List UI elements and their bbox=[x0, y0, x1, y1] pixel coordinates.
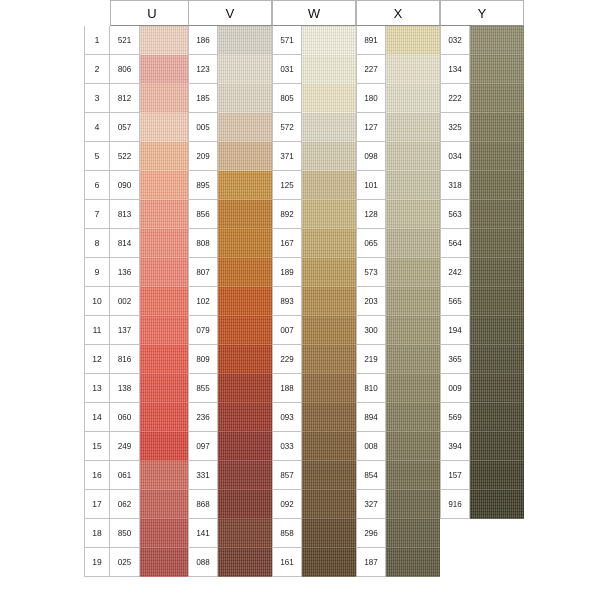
color-code: 227 bbox=[356, 55, 386, 84]
row-number: 12 bbox=[84, 345, 110, 374]
color-code: 137 bbox=[110, 316, 140, 345]
color-swatch[interactable] bbox=[386, 287, 440, 316]
color-code: 807 bbox=[188, 258, 218, 287]
row-number: 11 bbox=[84, 316, 110, 345]
color-swatch[interactable] bbox=[386, 316, 440, 345]
color-swatch[interactable] bbox=[386, 548, 440, 577]
color-code: 813 bbox=[110, 200, 140, 229]
color-code: 031 bbox=[272, 55, 302, 84]
color-swatch[interactable] bbox=[140, 316, 194, 345]
color-swatch[interactable] bbox=[302, 84, 356, 113]
color-code: 093 bbox=[272, 403, 302, 432]
color-swatch[interactable] bbox=[218, 403, 272, 432]
color-code: 101 bbox=[356, 171, 386, 200]
row-number: 7 bbox=[84, 200, 110, 229]
color-code: 564 bbox=[440, 229, 470, 258]
color-code: 806 bbox=[110, 55, 140, 84]
table-row[interactable] bbox=[440, 374, 550, 403]
color-code: 098 bbox=[356, 142, 386, 171]
color-code: 572 bbox=[272, 113, 302, 142]
color-code: 812 bbox=[110, 84, 140, 113]
color-swatch[interactable] bbox=[140, 200, 194, 229]
color-code: 062 bbox=[110, 490, 140, 519]
row-number: 10 bbox=[84, 287, 110, 316]
color-swatch[interactable] bbox=[140, 258, 194, 287]
color-code: 891 bbox=[356, 26, 386, 55]
color-code: 034 bbox=[440, 142, 470, 171]
color-swatch[interactable] bbox=[470, 287, 524, 316]
color-swatch[interactable] bbox=[470, 26, 524, 55]
color-swatch[interactable] bbox=[302, 171, 356, 200]
color-swatch[interactable] bbox=[140, 432, 194, 461]
table-row[interactable] bbox=[84, 84, 194, 113]
row-number: 18 bbox=[84, 519, 110, 548]
color-code: 892 bbox=[272, 200, 302, 229]
color-code: 810 bbox=[356, 374, 386, 403]
color-swatch[interactable] bbox=[302, 374, 356, 403]
color-swatch[interactable] bbox=[386, 432, 440, 461]
color-swatch[interactable] bbox=[302, 142, 356, 171]
color-code: 563 bbox=[440, 200, 470, 229]
color-code: 032 bbox=[440, 26, 470, 55]
row-number: 16 bbox=[84, 461, 110, 490]
row-number: 9 bbox=[84, 258, 110, 287]
color-swatch[interactable] bbox=[386, 229, 440, 258]
color-code: 219 bbox=[356, 345, 386, 374]
color-code: 571 bbox=[272, 26, 302, 55]
color-code: 209 bbox=[188, 142, 218, 171]
table-row[interactable] bbox=[440, 113, 550, 142]
color-code: 002 bbox=[110, 287, 140, 316]
color-swatch[interactable] bbox=[218, 26, 272, 55]
color-swatch[interactable] bbox=[302, 55, 356, 84]
table-row[interactable] bbox=[440, 55, 550, 84]
row-number: 2 bbox=[84, 55, 110, 84]
row-number: 19 bbox=[84, 548, 110, 577]
color-code: 186 bbox=[188, 26, 218, 55]
color-swatch[interactable] bbox=[470, 374, 524, 403]
color-swatch[interactable] bbox=[386, 26, 440, 55]
color-swatch[interactable] bbox=[218, 113, 272, 142]
color-swatch[interactable] bbox=[218, 229, 272, 258]
color-swatch[interactable] bbox=[386, 258, 440, 287]
color-swatch[interactable] bbox=[218, 84, 272, 113]
color-swatch[interactable] bbox=[386, 490, 440, 519]
color-swatch[interactable] bbox=[470, 490, 524, 519]
color-swatch[interactable] bbox=[470, 258, 524, 287]
row-number: 15 bbox=[84, 432, 110, 461]
color-code: 808 bbox=[188, 229, 218, 258]
column-Y bbox=[440, 0, 550, 519]
color-swatch[interactable] bbox=[302, 403, 356, 432]
table-row[interactable] bbox=[440, 403, 550, 432]
color-swatch[interactable] bbox=[470, 461, 524, 490]
color-swatch[interactable] bbox=[386, 519, 440, 548]
color-swatch[interactable] bbox=[218, 316, 272, 345]
color-swatch[interactable] bbox=[386, 84, 440, 113]
table-row[interactable] bbox=[84, 113, 194, 142]
color-code: 194 bbox=[440, 316, 470, 345]
color-code: 057 bbox=[110, 113, 140, 142]
color-code: 007 bbox=[272, 316, 302, 345]
color-code: 090 bbox=[110, 171, 140, 200]
color-swatch[interactable] bbox=[218, 374, 272, 403]
color-code: 894 bbox=[356, 403, 386, 432]
color-swatch[interactable] bbox=[302, 316, 356, 345]
color-swatch[interactable] bbox=[218, 490, 272, 519]
color-swatch[interactable] bbox=[386, 374, 440, 403]
color-code: 814 bbox=[110, 229, 140, 258]
color-code: 365 bbox=[440, 345, 470, 374]
column-header-Y: Y bbox=[440, 0, 524, 26]
color-code: 161 bbox=[272, 548, 302, 577]
table-row[interactable] bbox=[84, 229, 194, 258]
color-code: 816 bbox=[110, 345, 140, 374]
table-row[interactable] bbox=[440, 461, 550, 490]
color-swatch[interactable] bbox=[386, 142, 440, 171]
table-row[interactable] bbox=[84, 258, 194, 287]
color-code: 236 bbox=[188, 403, 218, 432]
color-swatch[interactable] bbox=[386, 345, 440, 374]
color-swatch[interactable] bbox=[470, 345, 524, 374]
row-number: 5 bbox=[84, 142, 110, 171]
left-margin bbox=[0, 0, 84, 600]
table-row[interactable] bbox=[84, 287, 194, 316]
color-code: 893 bbox=[272, 287, 302, 316]
color-code: 125 bbox=[272, 171, 302, 200]
color-swatch[interactable] bbox=[302, 519, 356, 548]
color-swatch[interactable] bbox=[218, 548, 272, 577]
column-header-X: X bbox=[356, 0, 440, 26]
color-swatch[interactable] bbox=[386, 461, 440, 490]
color-code: 180 bbox=[356, 84, 386, 113]
color-code: 858 bbox=[272, 519, 302, 548]
column-header-U: U bbox=[110, 0, 194, 26]
table-row[interactable] bbox=[84, 345, 194, 374]
color-swatch[interactable] bbox=[140, 519, 194, 548]
table-row[interactable] bbox=[84, 374, 194, 403]
column-rows-Y bbox=[440, 26, 550, 519]
color-code: 331 bbox=[188, 461, 218, 490]
color-code: 185 bbox=[188, 84, 218, 113]
color-swatch[interactable] bbox=[140, 490, 194, 519]
color-code: 127 bbox=[356, 113, 386, 142]
table-row[interactable] bbox=[356, 548, 466, 577]
color-code: 157 bbox=[440, 461, 470, 490]
row-number: 17 bbox=[84, 490, 110, 519]
color-code: 850 bbox=[110, 519, 140, 548]
color-swatch[interactable] bbox=[140, 548, 194, 577]
column-header-W: W bbox=[272, 0, 356, 26]
color-code: 371 bbox=[272, 142, 302, 171]
row-number: 13 bbox=[84, 374, 110, 403]
color-code: 318 bbox=[440, 171, 470, 200]
color-swatch[interactable] bbox=[302, 345, 356, 374]
color-swatch[interactable] bbox=[470, 113, 524, 142]
color-code: 123 bbox=[188, 55, 218, 84]
table-row[interactable] bbox=[440, 171, 550, 200]
color-code: 857 bbox=[272, 461, 302, 490]
table-row[interactable] bbox=[440, 26, 550, 55]
color-code: 167 bbox=[272, 229, 302, 258]
table-row[interactable] bbox=[84, 461, 194, 490]
table-row[interactable] bbox=[84, 548, 194, 577]
color-swatch[interactable] bbox=[218, 258, 272, 287]
color-swatch[interactable] bbox=[302, 548, 356, 577]
color-swatch[interactable] bbox=[302, 200, 356, 229]
color-swatch[interactable] bbox=[470, 316, 524, 345]
color-code: 325 bbox=[440, 113, 470, 142]
color-swatch[interactable] bbox=[140, 55, 194, 84]
column-U bbox=[84, 0, 194, 577]
color-code: 134 bbox=[440, 55, 470, 84]
table-row[interactable] bbox=[440, 142, 550, 171]
color-code: 242 bbox=[440, 258, 470, 287]
color-swatch[interactable] bbox=[140, 26, 194, 55]
color-swatch[interactable] bbox=[140, 142, 194, 171]
color-swatch[interactable] bbox=[386, 171, 440, 200]
table-row[interactable] bbox=[84, 432, 194, 461]
color-swatch[interactable] bbox=[470, 432, 524, 461]
row-number: 4 bbox=[84, 113, 110, 142]
color-swatch[interactable] bbox=[140, 229, 194, 258]
color-code: 854 bbox=[356, 461, 386, 490]
table-row[interactable] bbox=[84, 519, 194, 548]
color-swatch[interactable] bbox=[140, 287, 194, 316]
color-code: 102 bbox=[188, 287, 218, 316]
color-code: 128 bbox=[356, 200, 386, 229]
color-code: 249 bbox=[110, 432, 140, 461]
color-code: 895 bbox=[188, 171, 218, 200]
color-swatch[interactable] bbox=[218, 345, 272, 374]
color-swatch[interactable] bbox=[386, 55, 440, 84]
row-number: 14 bbox=[84, 403, 110, 432]
color-code: 868 bbox=[188, 490, 218, 519]
color-code: 222 bbox=[440, 84, 470, 113]
color-swatch[interactable] bbox=[386, 200, 440, 229]
table-row[interactable] bbox=[356, 519, 466, 548]
color-swatch[interactable] bbox=[140, 374, 194, 403]
color-swatch[interactable] bbox=[140, 171, 194, 200]
color-swatch[interactable] bbox=[218, 200, 272, 229]
table-row[interactable] bbox=[84, 490, 194, 519]
color-code: 573 bbox=[356, 258, 386, 287]
color-swatch[interactable] bbox=[386, 113, 440, 142]
color-swatch[interactable] bbox=[140, 345, 194, 374]
color-code: 296 bbox=[356, 519, 386, 548]
color-swatch[interactable] bbox=[218, 519, 272, 548]
table-row[interactable] bbox=[440, 258, 550, 287]
table-row[interactable] bbox=[440, 432, 550, 461]
table-row[interactable] bbox=[440, 229, 550, 258]
color-swatch[interactable] bbox=[218, 171, 272, 200]
color-code: 060 bbox=[110, 403, 140, 432]
color-code: 138 bbox=[110, 374, 140, 403]
table-row[interactable] bbox=[440, 287, 550, 316]
color-swatch[interactable] bbox=[470, 200, 524, 229]
color-code: 809 bbox=[188, 345, 218, 374]
color-swatch[interactable] bbox=[218, 55, 272, 84]
color-code: 188 bbox=[272, 374, 302, 403]
color-code: 065 bbox=[356, 229, 386, 258]
color-code: 855 bbox=[188, 374, 218, 403]
color-swatch[interactable] bbox=[470, 142, 524, 171]
color-swatch[interactable] bbox=[470, 229, 524, 258]
color-code: 521 bbox=[110, 26, 140, 55]
color-code: 005 bbox=[188, 113, 218, 142]
color-code: 009 bbox=[440, 374, 470, 403]
color-code: 008 bbox=[356, 432, 386, 461]
color-code: 079 bbox=[188, 316, 218, 345]
color-code: 229 bbox=[272, 345, 302, 374]
color-code: 203 bbox=[356, 287, 386, 316]
color-code: 136 bbox=[110, 258, 140, 287]
table-row[interactable] bbox=[440, 84, 550, 113]
color-code: 033 bbox=[272, 432, 302, 461]
color-swatch[interactable] bbox=[302, 258, 356, 287]
table-row[interactable] bbox=[84, 200, 194, 229]
table-row[interactable] bbox=[84, 403, 194, 432]
color-swatch[interactable] bbox=[218, 142, 272, 171]
row-number: 1 bbox=[84, 26, 110, 55]
table-row[interactable] bbox=[84, 316, 194, 345]
color-code: 092 bbox=[272, 490, 302, 519]
color-swatch[interactable] bbox=[302, 26, 356, 55]
color-code: 394 bbox=[440, 432, 470, 461]
color-swatch[interactable] bbox=[470, 171, 524, 200]
color-code: 327 bbox=[356, 490, 386, 519]
column-header-V: V bbox=[188, 0, 272, 26]
table-row[interactable] bbox=[84, 55, 194, 84]
color-code: 061 bbox=[110, 461, 140, 490]
table-row[interactable] bbox=[440, 345, 550, 374]
color-swatch[interactable] bbox=[140, 403, 194, 432]
color-code: 569 bbox=[440, 403, 470, 432]
table-row[interactable] bbox=[440, 200, 550, 229]
table-row[interactable] bbox=[84, 171, 194, 200]
color-swatch[interactable] bbox=[140, 84, 194, 113]
color-code: 916 bbox=[440, 490, 470, 519]
color-swatch[interactable] bbox=[302, 229, 356, 258]
color-swatch[interactable] bbox=[386, 403, 440, 432]
color-swatch[interactable] bbox=[470, 84, 524, 113]
color-swatch[interactable] bbox=[302, 461, 356, 490]
color-swatch[interactable] bbox=[302, 113, 356, 142]
table-row[interactable] bbox=[84, 142, 194, 171]
color-code: 025 bbox=[110, 548, 140, 577]
color-swatch[interactable] bbox=[302, 287, 356, 316]
color-code: 189 bbox=[272, 258, 302, 287]
color-code: 141 bbox=[188, 519, 218, 548]
color-code: 522 bbox=[110, 142, 140, 171]
color-code: 187 bbox=[356, 548, 386, 577]
color-code: 300 bbox=[356, 316, 386, 345]
column-rows-U bbox=[84, 26, 194, 577]
row-number: 8 bbox=[84, 229, 110, 258]
color-code: 097 bbox=[188, 432, 218, 461]
color-swatch[interactable] bbox=[140, 113, 194, 142]
color-swatch[interactable] bbox=[218, 287, 272, 316]
row-number: 6 bbox=[84, 171, 110, 200]
color-swatch[interactable] bbox=[302, 432, 356, 461]
color-swatch[interactable] bbox=[218, 461, 272, 490]
table-row[interactable] bbox=[84, 26, 194, 55]
color-swatch[interactable] bbox=[218, 432, 272, 461]
color-swatch[interactable] bbox=[140, 461, 194, 490]
color-swatch[interactable] bbox=[302, 490, 356, 519]
color-swatch[interactable] bbox=[470, 55, 524, 84]
color-code: 856 bbox=[188, 200, 218, 229]
color-swatch[interactable] bbox=[470, 403, 524, 432]
color-code: 805 bbox=[272, 84, 302, 113]
color-code: 565 bbox=[440, 287, 470, 316]
table-row[interactable] bbox=[440, 316, 550, 345]
color-code: 088 bbox=[188, 548, 218, 577]
table-row[interactable] bbox=[440, 490, 550, 519]
row-number: 3 bbox=[84, 84, 110, 113]
